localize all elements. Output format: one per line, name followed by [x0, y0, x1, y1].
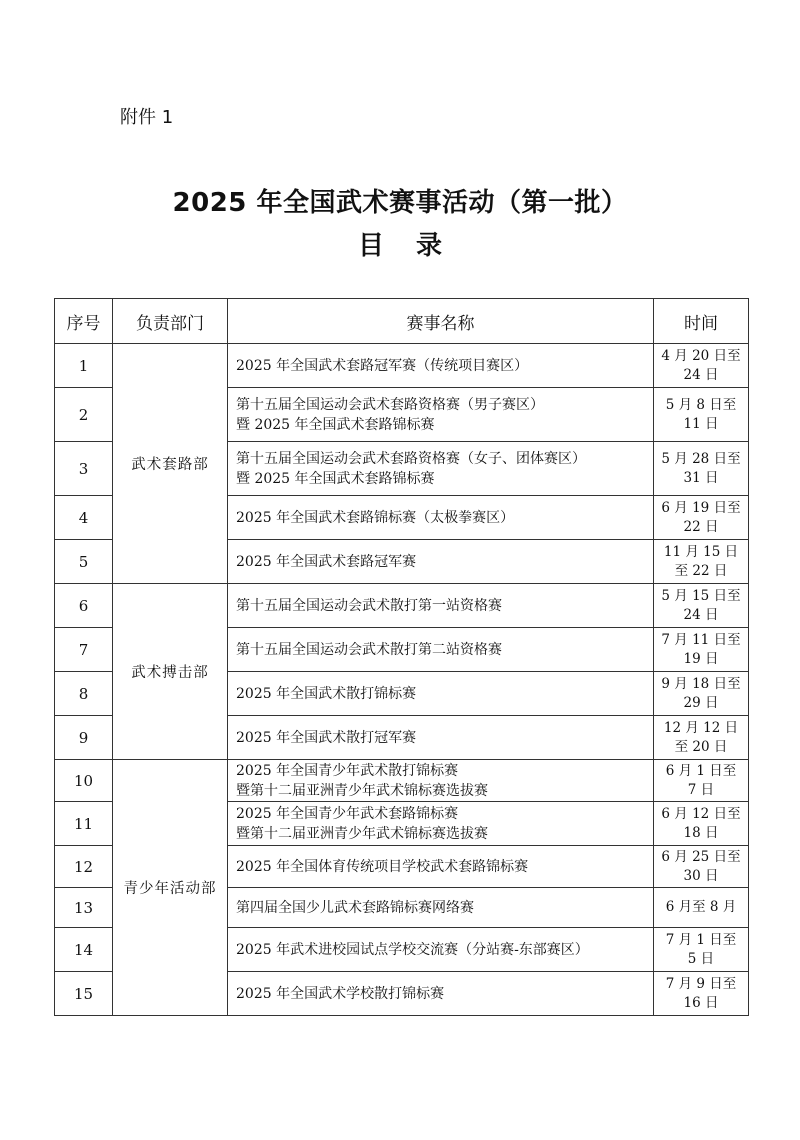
event-time-cell [654, 540, 749, 584]
event-time-cell [654, 802, 749, 846]
event-name-cell [228, 388, 654, 442]
event-time-line: 至 22 日 [674, 562, 728, 579]
event-time-cell [654, 388, 749, 442]
event-time-cell [654, 972, 749, 1016]
event-name-line: 2025 年全国武术散打锦标赛 [236, 685, 417, 702]
table-body [55, 344, 749, 1016]
row-index: 3 [55, 442, 113, 496]
event-name-line: 2025 年全国体育传统项目学校武术套路锦标赛 [236, 858, 529, 875]
row-index: 9 [55, 716, 113, 760]
event-time-line: 9 月 18 日至 [661, 675, 741, 692]
event-time-cell [654, 628, 749, 672]
event-time-cell [654, 716, 749, 760]
row-index: 8 [55, 672, 113, 716]
document-subtitle: 目录 [357, 231, 474, 261]
event-time-line: 24 日 [683, 366, 719, 383]
event-name-line: 第十五届全国运动会武术散打第二站资格赛 [236, 641, 502, 658]
row-index: 7 [55, 628, 113, 672]
document-title: 2025 年全国武术赛事活动（第一批） [172, 188, 628, 218]
table-row [55, 584, 749, 628]
event-name-line: 2025 年武术进校园试点学校交流赛（分站赛-东部赛区） [236, 941, 589, 958]
row-index: 5 [55, 540, 113, 584]
event-name-line: 2025 年全国武术套路冠军赛 [236, 553, 417, 570]
event-time-line: 6 月 1 日至 [665, 762, 737, 779]
event-name-cell [228, 672, 654, 716]
event-name-line: 第十五届全国运动会武术散打第一站资格赛 [236, 597, 502, 614]
row-index: 14 [55, 928, 113, 972]
row-index: 15 [55, 972, 113, 1016]
event-name-line: 暨 2025 年全国武术套路锦标赛 [236, 470, 435, 487]
event-time-line: 6 月 19 日至 [661, 499, 741, 516]
header-dept: 负责部门 [113, 299, 228, 344]
event-time-line: 5 月 8 日至 [665, 396, 737, 413]
event-name-cell [228, 442, 654, 496]
event-time-cell [654, 928, 749, 972]
event-time-line: 22 日 [683, 518, 719, 535]
table-row [55, 760, 749, 802]
event-name-cell [228, 928, 654, 972]
event-time-cell [654, 888, 749, 928]
row-index: 6 [55, 584, 113, 628]
row-index: 2 [55, 388, 113, 442]
header-name: 赛事名称 [228, 299, 654, 344]
event-name-line: 第四届全国少儿武术套路锦标赛网络赛 [236, 899, 474, 916]
event-time-line: 31 日 [683, 469, 719, 486]
dept-cell: 青少年活动部 [113, 760, 228, 1016]
header-time: 时间 [654, 299, 749, 344]
event-time-cell [654, 496, 749, 540]
event-time-line: 7 月 1 日至 [665, 931, 737, 948]
row-index: 13 [55, 888, 113, 928]
event-time-cell [654, 672, 749, 716]
row-index: 11 [55, 802, 113, 846]
event-name-line: 2025 年全国青少年武术散打锦标赛 [236, 762, 459, 779]
event-time-cell [654, 442, 749, 496]
event-time-line: 5 月 15 日至 [661, 587, 741, 604]
row-index: 4 [55, 496, 113, 540]
event-name-line: 第十五届全国运动会武术套路资格赛（女子、团体赛区） [236, 450, 586, 467]
event-time-line: 12 月 12 日 [663, 719, 739, 736]
event-time-line: 7 日 [687, 781, 715, 798]
event-time-line: 19 日 [683, 650, 719, 667]
event-name-cell [228, 846, 654, 888]
event-name-line: 暨 2025 年全国武术套路锦标赛 [236, 416, 435, 433]
event-time-line: 6 月至 8 月 [665, 899, 737, 915]
row-index: 12 [55, 846, 113, 888]
attachment-label: 附件 1 [120, 107, 174, 128]
row-index: 10 [55, 760, 113, 802]
event-time-line: 4 月 20 日至 [661, 347, 741, 364]
event-name-cell [228, 628, 654, 672]
table-header-row [55, 299, 749, 344]
event-time-line: 6 月 25 日至 [661, 848, 741, 865]
event-time-cell [654, 344, 749, 388]
event-time-line: 24 日 [683, 606, 719, 623]
event-name-cell [228, 802, 654, 846]
event-name-line: 暨第十二届亚洲青少年武术锦标赛选拔赛 [236, 782, 488, 799]
event-name-cell [228, 540, 654, 584]
event-name-cell [228, 888, 654, 928]
event-time-line: 至 20 日 [674, 738, 728, 755]
event-time-line: 6 月 12 日至 [661, 805, 741, 822]
event-name-line: 2025 年全国武术套路锦标赛（太极拳赛区） [236, 509, 515, 526]
dept-cell: 武术套路部 [113, 344, 228, 584]
event-name-line: 第十五届全国运动会武术套路资格赛（男子赛区） [236, 396, 544, 413]
event-time-line: 11 月 15 日 [663, 543, 739, 560]
header-index: 序号 [55, 299, 113, 344]
event-name-line: 2025 年全国武术散打冠军赛 [236, 729, 417, 746]
event-name-line: 2025 年全国武术套路冠军赛（传统项目赛区） [236, 357, 529, 374]
events-table [54, 298, 749, 1016]
event-name-cell [228, 496, 654, 540]
event-time-line: 7 月 9 日至 [665, 975, 737, 992]
event-time-line: 5 日 [687, 950, 715, 967]
event-time-cell [654, 846, 749, 888]
event-time-line: 30 日 [683, 867, 719, 884]
event-name-line: 2025 年全国武术学校散打锦标赛 [236, 985, 445, 1002]
event-name-cell [228, 584, 654, 628]
event-name-cell [228, 344, 654, 388]
event-time-line: 16 日 [683, 994, 719, 1011]
event-name-line: 暨第十二届亚洲青少年武术锦标赛选拔赛 [236, 825, 488, 842]
event-time-cell [654, 584, 749, 628]
row-index: 1 [55, 344, 113, 388]
table-row [55, 344, 749, 388]
event-time-line: 7 月 11 日至 [661, 631, 741, 648]
event-name-cell [228, 972, 654, 1016]
event-name-line: 2025 年全国青少年武术套路锦标赛 [236, 805, 459, 822]
event-time-line: 29 日 [683, 694, 719, 711]
dept-cell: 武术搏击部 [113, 584, 228, 760]
event-time-line: 5 月 28 日至 [661, 450, 741, 467]
event-time-line: 11 日 [683, 415, 719, 432]
event-name-cell [228, 716, 654, 760]
event-time-line: 18 日 [683, 824, 719, 841]
event-time-cell [654, 760, 749, 802]
event-name-cell [228, 760, 654, 802]
